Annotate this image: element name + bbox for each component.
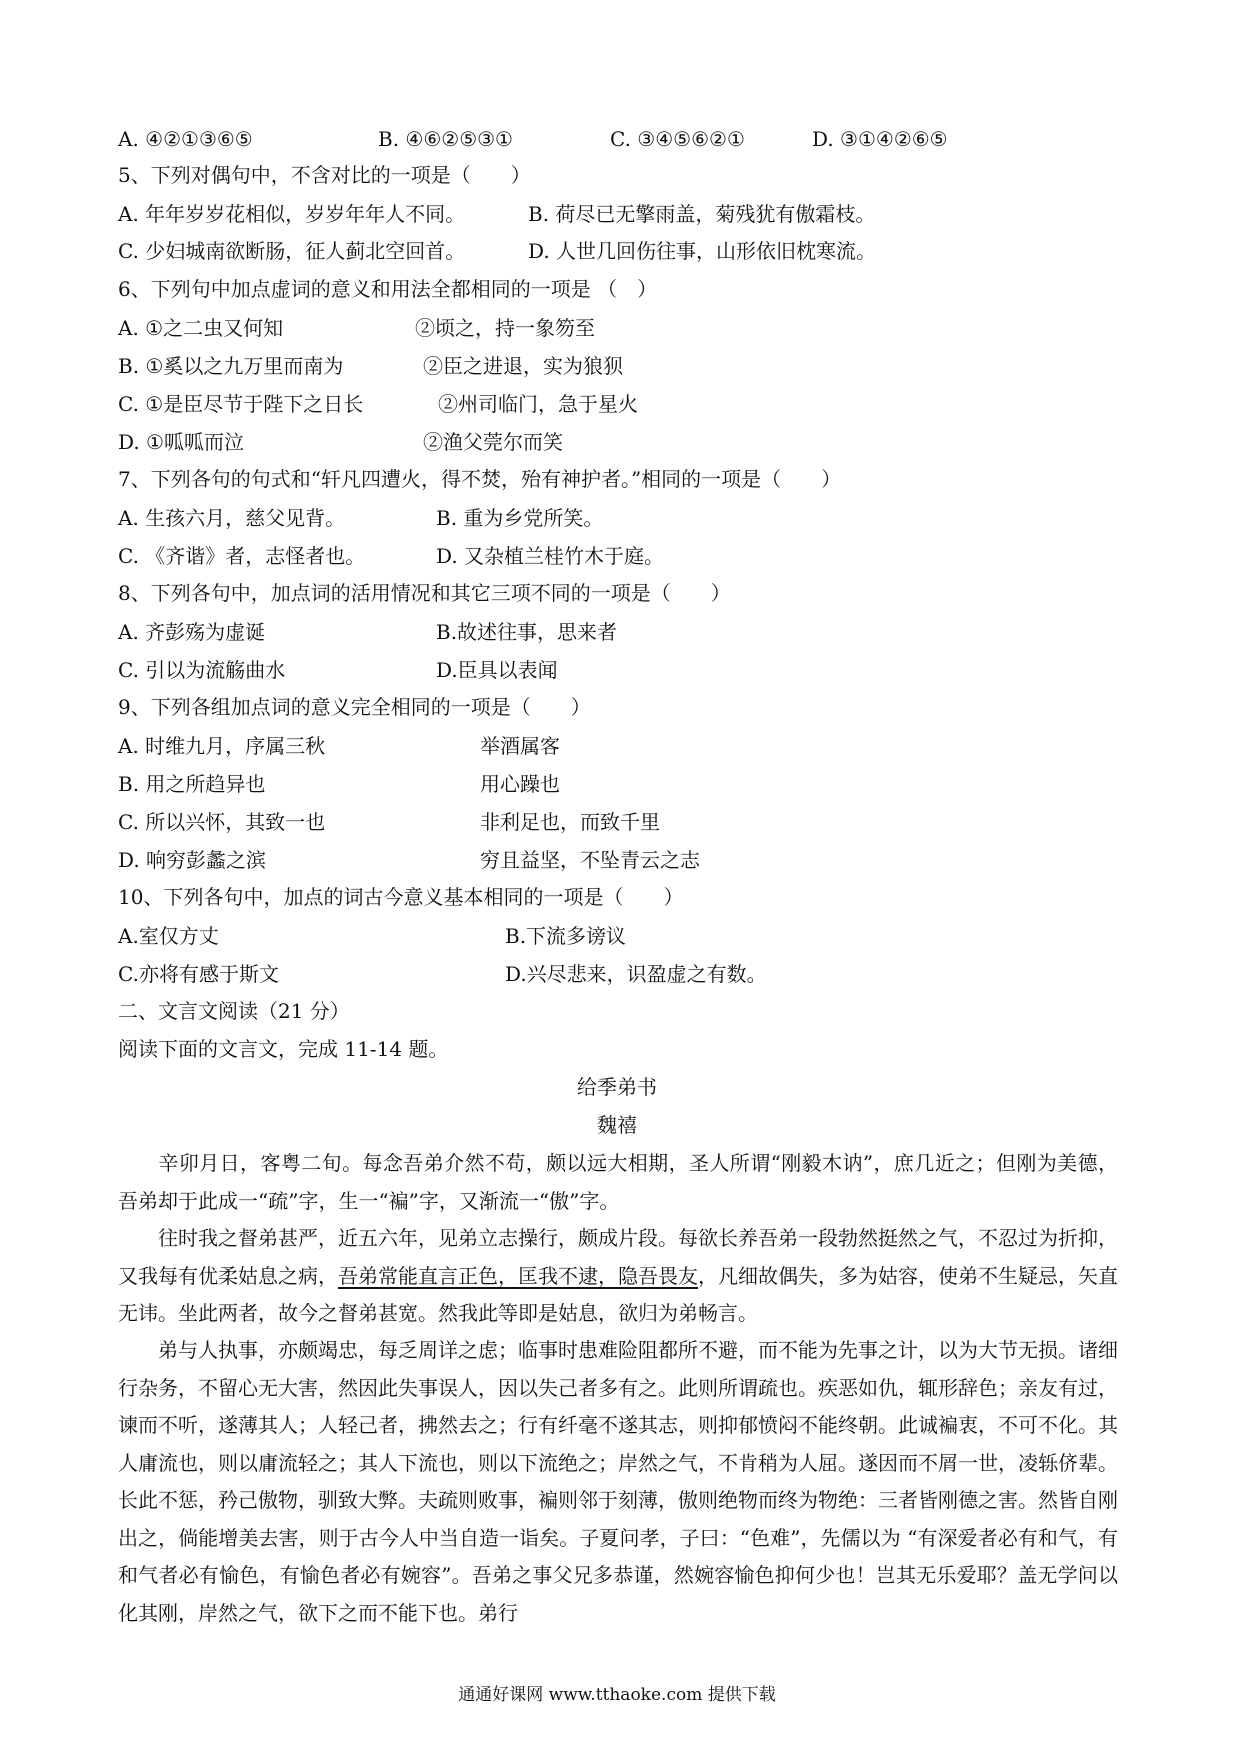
q10-option-a: A.室仅方丈 <box>118 924 219 948</box>
q7-option-a: A. 生孩六月，慈父见背。 <box>118 506 346 530</box>
q9-option-d1: D. 响穷彭蠡之滨 <box>118 848 267 872</box>
q6-option-d1: D. ①呱呱而泣 <box>118 430 244 454</box>
q8-option-d: D.臣具以表闻 <box>436 658 558 682</box>
q10-option-d: D.兴尽悲来，识盈虚之有数。 <box>505 962 767 986</box>
passage-paragraph-3 <box>118 1332 1118 1632</box>
q8-option-a: A. 齐彭殇为虚诞 <box>118 620 266 644</box>
section-instruction: 阅读下面的文言文，完成 11-14 题。 <box>118 1037 449 1061</box>
q6-option-a1: A. ①之二虫又何知 <box>118 316 284 340</box>
q8-option-c: C. 引以为流觞曲水 <box>118 658 286 682</box>
passage-title: 给季弟书 <box>577 1075 657 1099</box>
paragraph-2-text-b: ，凡细故偶失，多为姑容，使弟不生疑忌，矢直无讳。坐此两者，故今之督弟甚宽。然我此等即是姑息，欲归为弟畅言。 <box>118 1263 1118 1325</box>
q5-option-b: B. 荷尽已无擎雨盖，菊残犹有傲霜枝。 <box>528 202 876 226</box>
passage-paragraph-2 <box>118 1220 1118 1333</box>
q9-option-a2: 举酒属客 <box>480 734 560 758</box>
paragraph-1-text: 辛卯月日，客粤二旬。每念吾弟介然不苟，颇以远大相期，圣人所谓“刚毅木讷”，庶几近之；但刚为美德，吾弟却于此成一“疏”字，生一“褊”字，又渐流一“傲”字。 <box>118 1151 1118 1213</box>
q6-option-b1: B. ①奚以之九万里而南为 <box>118 354 344 378</box>
q9-stem: 9、下列各组加点词的意义完全相同的一项是（ ） <box>118 695 591 719</box>
q9-option-c2: 非利足也，而致千里 <box>480 810 660 834</box>
q4-option-b: B. ④⑥②⑤③① <box>378 127 513 151</box>
q6-option-d2: ②渔父莞尔而笑 <box>423 430 563 454</box>
q9-option-a1: A. 时维九月，序属三秋 <box>118 734 326 758</box>
q4-option-d: D. ③①④②⑥⑤ <box>812 127 948 151</box>
q10-option-b: B.下流多谤议 <box>505 924 627 948</box>
q5-option-d: D. 人世几回伤往事，山形依旧枕寒流。 <box>528 239 877 263</box>
q7-option-d: D. 又杂植兰桂竹木于庭。 <box>436 544 665 568</box>
q6-stem: 6、下列句中加点虚词的意义和用法全都相同的一项是 （ ） <box>118 277 658 301</box>
q4-option-a: A. ④②①③⑥⑤ <box>118 127 253 151</box>
q9-option-c1: C. 所以兴怀，其致一也 <box>118 810 326 834</box>
q6-option-c1: C. ①是臣尽节于陛下之日长 <box>118 392 364 416</box>
paragraph-2-text-a: 往时我之督弟甚严，近五六年，见弟立志操行，颇成片段。每欲长养吾弟一段勃然挺然之气，不忍过为折抑，又我每有优柔姑息之病， <box>118 1226 1118 1288</box>
q5-option-c: C. 少妇城南欲断肠，征人蓟北空回首。 <box>118 239 466 263</box>
q7-option-c: C. 《齐谐》者，志怪者也。 <box>118 544 366 568</box>
section-heading: 二、文言文阅读（21 分） <box>118 999 350 1023</box>
q4-option-c: C. ③④⑤⑥②① <box>610 127 745 151</box>
q9-option-b2: 用心躁也 <box>480 772 560 796</box>
q9-option-b1: B. 用之所趋异也 <box>118 772 266 796</box>
q9-option-d2: 穷且益坚，不坠青云之志 <box>480 848 700 872</box>
q5-stem: 5、下列对偶句中，不含对比的一项是（ ） <box>118 163 531 187</box>
q7-option-b: B. 重为乡党所笑。 <box>436 506 604 530</box>
page-footer: 通通好课网 www.tthaoke.com 提供下载 <box>458 1685 776 1705</box>
q5-option-a: A. 年年岁岁花相似，岁岁年年人不同。 <box>118 202 466 226</box>
passage-author: 魏禧 <box>597 1113 637 1137</box>
q8-option-b: B.故述往事，思来者 <box>436 620 618 644</box>
underlined-sentence: 吾弟常能直言正色，匡我不逮，隐吾畏友 <box>338 1263 698 1288</box>
q6-option-a2: ②顷之，持一象笏至 <box>415 316 595 340</box>
q8-stem: 8、下列各句中，加点词的活用情况和其它三项不同的一项是（ ） <box>118 581 731 605</box>
q6-option-c2: ②州司临门，急于星火 <box>438 392 638 416</box>
paragraph-3-text: 弟与人执事，亦颇竭忠，每乏周详之虑；临事时患难险阻都所不避，而不能为先事之计，以为大节无损。诸细行杂务，不留心无大害，然因此失事误人，因以失己者多有之。此则所谓疏也。疾恶如仇，辄形辞色；亲友有过，谏而不听，遂薄其人；人轻己者，拂然去之；行有纤毫不遂其志，则抑郁愤闷不能终朝。此诚褊衷，不可不化。其人庸流也，则以庸流轻之；其人下流也，则以下流绝之；岸然之气，不肯稍为人屈。遂因而不屑一世，凌轹侪辈。长此不惩，矜己傲物，驯致大弊。夫疏则败事，褊则邻于刻薄，傲则绝物而终为物绝：三者皆刚德之害。然皆自刚出之，倘能增美去害，则于古今人中当自造一诣矣。子夏问孝，子曰：“色难”，先儒以为 “有深爱者必有和气，有和气者必有愉色，有愉色者必有婉容”。吾弟之事父兄多恭谨，然婉容愉色抑何少也！岂其无乐爱耶？盖无学问以化其刚，岸然之气，欲下之而不能下也。弟行 <box>118 1338 1118 1625</box>
q6-option-b2: ②臣之进退，实为狼狈 <box>423 354 623 378</box>
q7-stem: 7、下列各句的句式和“轩凡四遭火，得不焚，殆有神护者。”相同的一项是（ ） <box>118 467 842 491</box>
passage-paragraph-1 <box>118 1145 1118 1220</box>
q10-stem: 10、下列各句中，加点的词古今意义基本相同的一项是（ ） <box>118 885 684 909</box>
q10-option-c: C.亦将有感于斯文 <box>118 962 279 986</box>
